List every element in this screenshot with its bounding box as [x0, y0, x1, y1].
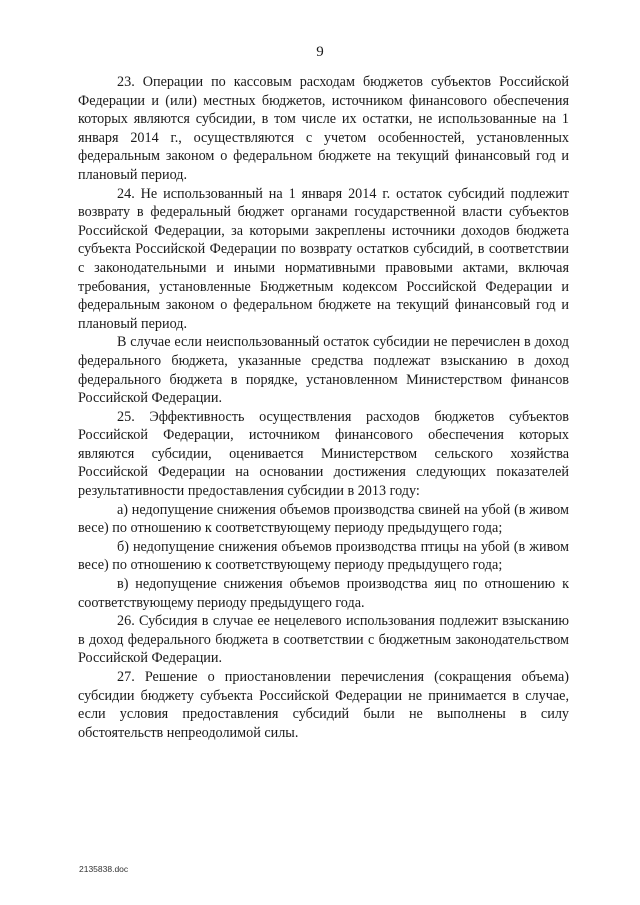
- paragraph-25-item-b: б) недопущение снижения объемов производства птицы на убой (в живом весе) по отношению к соответствующему периоду предыдущего года;: [78, 538, 569, 574]
- page-number: 9: [316, 44, 324, 60]
- document-body: [78, 73, 569, 742]
- document-filename-footer: 2135838.doc: [79, 864, 129, 874]
- paragraph-25-item-a: а) недопущение снижения объемов производства свиней на убой (в живом весе) по отношению к соответствующему периоду предыдущего года;: [78, 501, 569, 537]
- paragraph-26: 26. Субсидия в случае ее нецелевого использования подлежит взысканию в доход федерального бюджета в соответствии с бюджетным законодательством Российской Федерации.: [78, 613, 569, 667]
- paragraph-24-continuation: В случае если неиспользованный остаток субсидии не перечислен в доход федерального бюджета, указанные средства подлежат взысканию в доход федерального бюджета в порядке, установленном Министерством финансов Российской Федерации.: [78, 334, 569, 407]
- paragraph-24: 24. Не использованный на 1 января 2014 г. остаток субсидий подлежит возврату в федеральный бюджет органами государственной власти субъектов Российской Федерации, за которыми закреплены источники доходов бюджета субъекта Российской Федерации по возврату остатков субсидий, в соответствии с законодательными и иными нормативными правовыми актами, включая требования, установленные Бюджетным кодексом Российской Федерации и федеральным законом о федеральном бюджете на текущий финансовый год и плановый период.: [78, 185, 569, 332]
- paragraph-23: 23. Операции по кассовым расходам бюджетов субъектов Российской Федерации и (или) местных бюджетов, источником финансового обеспечения которых являются субсидии, в том числе их остатки, не использованные на 1 января 2014 г., осуществляются с учетом особенностей, установленных федеральным законом о федеральном бюджете на текущий финансовый год и плановый период.: [78, 74, 569, 183]
- paragraph-25: 25. Эффективность осуществления расходов бюджетов субъектов Российской Федерации, источником финансового обеспечения которых являются субсидии, оценивается Министерством сельского хозяйства Российской Федерации на основании достижения следующих показателей результативности предоставления субсидии в 2013 году:: [78, 408, 569, 500]
- paragraph-27: 27. Решение о приостановлении перечисления (сокращения объема) субсидии бюджету субъекта Российской Федерации не принимается в случае, если условия предоставления субсидий были не выполнены в силу обстоятельств непреодолимой силы.: [78, 669, 569, 741]
- paragraph-25-item-v: в) недопущение снижения объемов производства яиц по отношению к соответствующему периоду предыдущего года.: [78, 576, 569, 611]
